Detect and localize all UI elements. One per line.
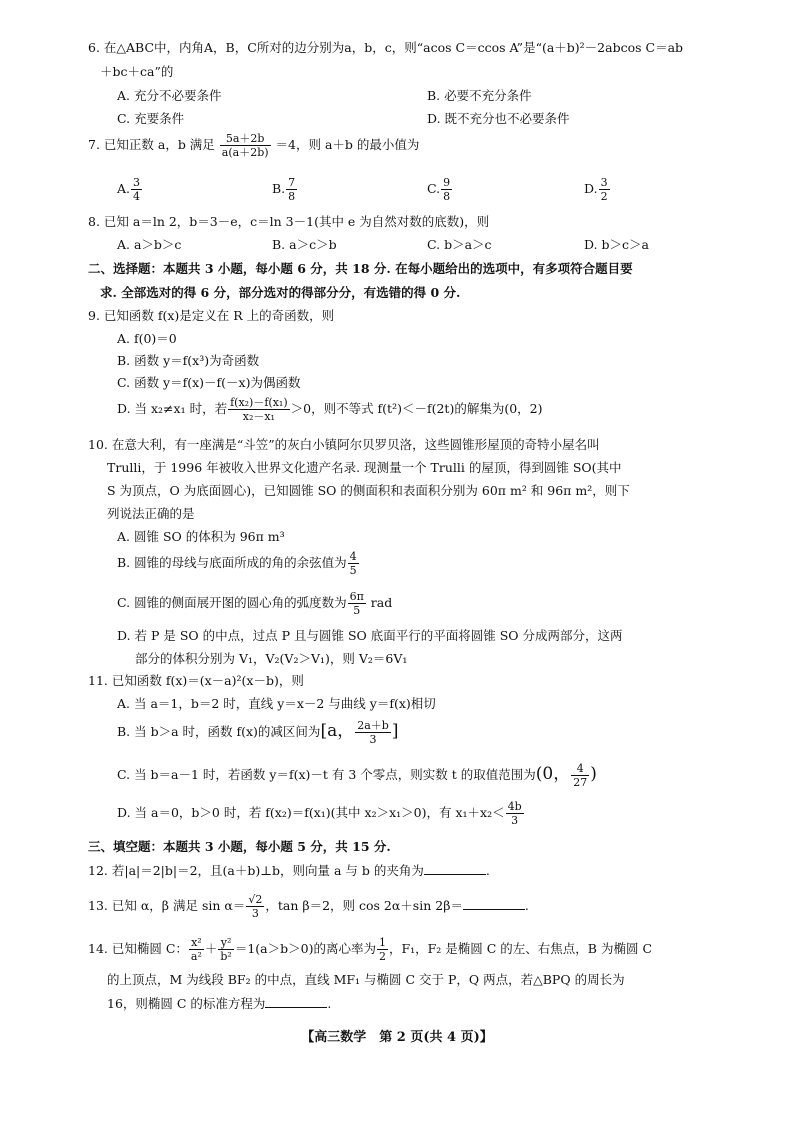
q10-option-b: B. 圆锥的母线与底面所成的角的余弦值为 $\frac{4}{5}$ xyxy=(117,550,357,578)
q6-option-a: A. 充分不必要条件 xyxy=(117,88,222,103)
q10-option-c: C. 圆锥的侧面展开图的圆心角的弧度数为 $\frac{6\pi}{5}$ rad xyxy=(117,590,393,618)
q7-fraction: $\frac{5a+2b}{a(a+2b)}$ xyxy=(221,132,269,160)
q7-option-d: D. $\frac{3}{2}$ xyxy=(584,176,608,204)
q11-option-a: A. 当 a＝1，b＝2 时，直线 y＝x－2 与曲线 y＝f(x)相切 xyxy=(117,696,436,711)
q8-option-b: B. a＞c＞b xyxy=(272,237,337,252)
q6-option-b: B. 必要不充分条件 xyxy=(427,88,532,103)
question-7-stem xyxy=(88,132,419,159)
page-footer: 【高三数学 第 2 页(共 4 页)】 xyxy=(301,1030,493,1045)
q9-option-b: B. 函数 y＝f(x³)为奇函数 xyxy=(117,353,260,368)
question-10-line4: 列说法正确的是 xyxy=(107,506,195,521)
question-6-line1: 6. 在△ABC中，内角A，B，C所对的边分别为a，b，c，则“acos C＝ccos A”是“(a＋b)²－2abcos C＝ab xyxy=(88,40,684,55)
question-10-line1: 10. 在意大利，有一座满是“斗笠”的灰白小镇阿尔贝罗贝洛，这些圆锥形屋顶的奇特小屋名叫 xyxy=(88,437,600,452)
question-6-line2: ＋bc＋ca”的 xyxy=(100,64,174,79)
q7-lead: 7. 已知正数 a，b 满足 xyxy=(88,137,215,153)
question-13: 13. 已知 α，β 满足 sin α＝ $\frac{√2}{3}$ ，tan β＝2，则 cos 2α＋sin 2β＝ . xyxy=(88,893,529,921)
q10-option-d-line1: D. 若 P 是 SO 的中点，过点 P 且与圆锥 SO 底面平行的平面将圆锥 SO 分成两部分，这两 xyxy=(117,628,623,643)
q11-option-b: B. 当 b＞a 时，函数 f(x)的减区间为[a， $\frac{2a+b}{3}$ ] xyxy=(117,719,399,747)
q7-option-c: C. $\frac{9}{8}$ xyxy=(427,176,451,204)
q11-option-c: C. 当 b＝a－1 时，若函数 y＝f(x)－t 有 3 个零点，则实数 t 的取值范围为(0， $\frac{4}{27}$ ) xyxy=(117,762,597,790)
question-11-stem: 11. 已知函数 f(x)＝(x－a)²(x－b)，则 xyxy=(88,673,304,688)
q12-answer-blank[interactable] xyxy=(424,862,486,875)
q9-option-d: D. 当 x₂≠x₁ 时，若 $\frac{\text{f(x₂)－f(x₁)}}{\text{x₂－x₁}}$ ＞0，则不等式 f(t²)＜－f(2t)的解集为(0，2) xyxy=(117,396,543,424)
question-12: 12. 若|a|＝2|b|＝2，且(a＋b)⊥b，则向量 a 与 b 的夹角为 . xyxy=(88,863,490,878)
q13-answer-blank[interactable] xyxy=(463,897,525,910)
q10-option-a: A. 圆锥 SO 的体积为 96π m³ xyxy=(117,529,285,544)
q7-option-b: B. $\frac{7}{8}$ xyxy=(272,176,296,204)
q7-option-a: A. $\frac{3}{4}$ xyxy=(117,176,141,204)
q8-option-d: D. b＞c＞a xyxy=(584,237,649,252)
question-14-line1: 14. 已知椭圆 C： $\frac{\text{x²}}{\text{a²}}$ ＋ $\frac{\text{y²}}{\text{b²}}$ ＝1(a＞b＞0)的离心率为 $\frac{1}{2}$ ，F₁，F₂ 是椭圆 C 的左、右焦点，B 为椭圆 C xyxy=(88,936,653,964)
question-14-line3: 16，则椭圆 C 的标准方程为 . xyxy=(107,996,332,1011)
q9-option-c: C. 函数 y＝f(x)－f(－x)为偶函数 xyxy=(117,375,301,390)
q8-option-a: A. a＞b＞c xyxy=(117,237,182,252)
question-9-stem: 9. 已知函数 f(x)是定义在 R 上的奇函数，则 xyxy=(88,308,335,323)
q11-option-d: D. 当 a＝0，b＞0 时，若 f(x₂)＝f(x₁)(其中 x₂＞x₁＞0)，有 x₁＋x₂＜ $\frac{4b}{3}$ xyxy=(117,800,522,828)
question-8-stem: 8. 已知 a＝ln 2，b＝3－e，c＝ln 3－1(其中 e 为自然对数的底数)，则 xyxy=(88,214,490,229)
q6-option-c: C. 充要条件 xyxy=(117,111,185,126)
q7-tail: ＝4，则 a＋b 的最小值为 xyxy=(275,137,420,153)
q14-answer-blank[interactable] xyxy=(265,995,327,1008)
section-3-heading: 三、填空题：本题共 3 小题，每小题 5 分，共 15 分. xyxy=(88,839,391,854)
q10-option-d-line2: 部分的体积分别为 V₁，V₂(V₂＞V₁)，则 V₂＝6V₁ xyxy=(135,651,408,666)
section-2-heading-line2: 求. 全部选对的得 6 分，部分选对的得部分分，有选错的得 0 分. xyxy=(100,285,461,300)
question-10-line3: S 为顶点，O 为底面圆心)，已知圆锥 SO 的侧面积和表面积分别为 60π m² 和 96π m²，则下 xyxy=(107,483,630,498)
question-14-line2: 的上顶点，M 为线段 BF₂ 的中点，直线 MF₁ 与椭圆 C 交于 P，Q 两点，若△BPQ 的周长为 xyxy=(107,972,625,987)
q9-option-a: A. f(0)＝0 xyxy=(117,331,177,346)
section-2-heading: 二、选择题：本题共 3 小题，每小题 6 分，共 18 分. 在每小题给出的选项中，有多项符合题目要 xyxy=(88,261,633,276)
question-10-line2: Trulli，于 1996 年被收入世界文化遗产名录. 现测量一个 Trulli 的屋顶，得到圆锥 SO(其中 xyxy=(107,460,622,475)
q6-option-d: D. 既不充分也不必要条件 xyxy=(427,111,570,126)
q8-option-c: C. b＞a＞c xyxy=(427,237,492,252)
